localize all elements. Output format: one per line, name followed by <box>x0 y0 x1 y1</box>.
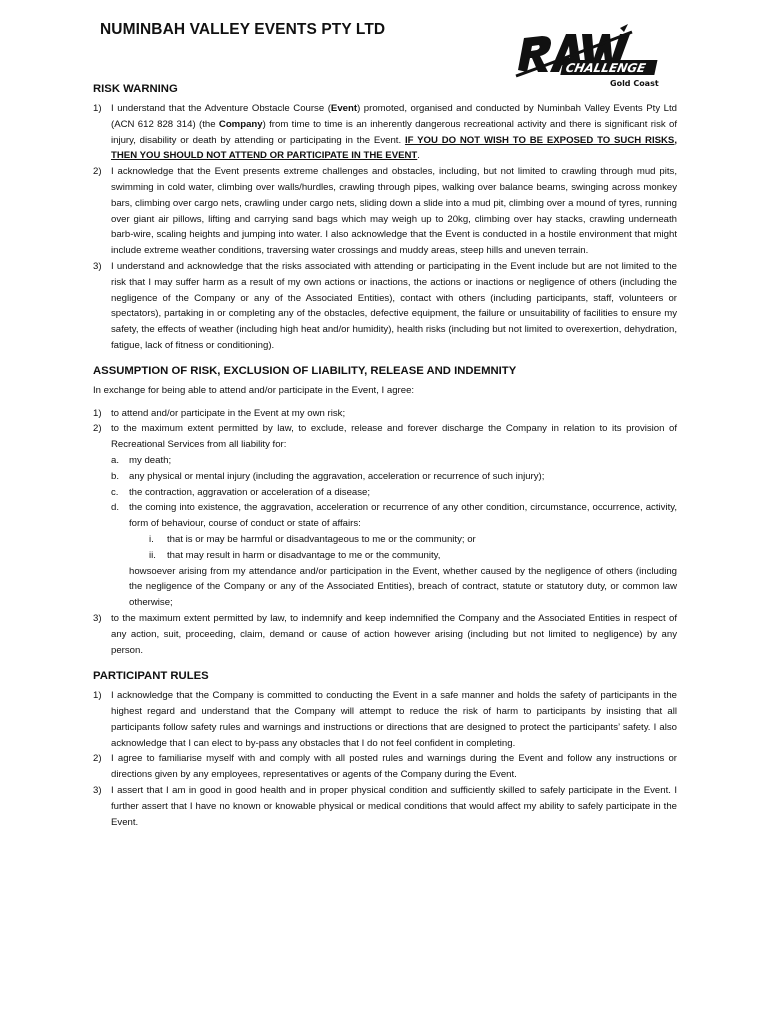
item-number: 1) <box>93 407 102 419</box>
list-item <box>93 421 677 611</box>
list-item <box>93 783 677 830</box>
sub-item <box>111 469 677 485</box>
item-number: 1) <box>93 690 102 702</box>
risk-warning-heading: RISK WARNING <box>93 83 178 95</box>
item-number: 3) <box>93 612 102 624</box>
item-text: I understand and acknowledge that the risks associated with attending or participating in the Event include but are not limited to the risk that I may suffer harm as a result of my own actions or inactions, the actions or inactions or negligence of others (including the negligence of the Company or any of the Associated Entities), contact with others (including participants, staff, volunteers or spectators), partaking in or completing any of the obstacles, defective equipment, the failure or unsuitability of facilities to ensure my safety, the effects of weather (including high heat and/or humidity), health risks (including but not limited to overexertion, dehydration, fatigue, lack of fitness or conditioning). <box>111 260 677 351</box>
item-text: to the maximum extent permitted by law, to exclude, release and forever discharge the Company in relation to its provision of Recreational Services from all liability for: <box>111 423 677 451</box>
item-number: 2) <box>93 423 102 435</box>
sub-sub-item-text: that is or may be harmful or disadvantageous to me or the community; or <box>167 533 476 545</box>
list-item <box>93 688 677 751</box>
item-text: I acknowledge that the Company is committed to conducting the Event in a safe manner and holds the safety of participants in the highest regard and understand that the Company will attempt to reduce the risk of harm to participants by insisting that all participants follow safety rules and warnings and instructions or directions that are designed to protect the participants’ safety. I also acknowledge that I can elect to by-pass any obstacles that I do not feel confident in completing. <box>111 690 677 749</box>
sub-item <box>111 453 677 469</box>
item-text: I acknowledge that the Event presents extreme challenges and obstacles, including, but not limited to crawling through mud pits, swimming in cold water, climbing over walls/hurdles, crawling through pipes, walking over balance beams, swinging across monkey bars, climbing over cargo nets, crawling under cargo nets, sliding down a slide into a mud pit, climbing over a mound of tyres, running over giant air pillows, lifting and carrying sand bags which may weigh up to 20kg, climbing over hay stacks, crawling underneath barb-wire, scaling heights and jumping into water. I also acknowledge that the Event is conducted in a hostile environment that might include extreme weather conditions, traversing water crossings and muddy areas, steep hills and uneven terrain. <box>111 166 677 257</box>
item-continuation: howsoever arising from my attendance and/or participation in the Event, whether caused by the negligence of others (including the negligence of the Company or any of the Associated Entities), breach of contract, statute or statutory duty, or common law otherwise; <box>129 565 677 609</box>
sub-sub-item-numeral: ii. <box>149 549 156 561</box>
list-item <box>93 164 677 259</box>
warning-statement: IF YOU DO NOT WISH TO BE EXPOSED TO SUCH RISKS, THEN YOU SHOULD NOT ATTEND OR PARTICIPATE IN THE EVENT <box>111 134 677 162</box>
defined-term: Event <box>330 103 358 114</box>
sub-item-text: the coming into existence, the aggravation, acceleration or recurrence of any other condition, circumstance, occurrence, activity, form of behaviour, course of conduct or state of affairs: <box>129 502 677 530</box>
item-text: ) from time to time is an inherently dangerous recreational activity and there is significant risk of injury, disability or death by attending or participating in the Event. <box>111 118 677 146</box>
company-title: NUMINBAH VALLEY EVENTS PTY LTD <box>100 21 386 38</box>
item-text: . <box>417 150 420 162</box>
sub-item-letter: d. <box>111 502 120 514</box>
item-text: to the maximum extent permitted by law, to indemnify and keep indemnified the Company and the Associated Entities in respect of any action, suit, proceeding, claim, demand or cause of action however arising (including but not limited to negligence) by any person. <box>111 612 677 656</box>
item-text: I agree to familiarise myself with and comply with all posted rules and warnings during the Event and follow any instructions or directions given by any employees, representatives or agents of the Company during the Event. <box>111 753 677 781</box>
item-number: 3) <box>93 785 102 797</box>
sub-item-letter: b. <box>111 470 120 482</box>
sub-item-text: my death; <box>129 454 172 466</box>
list-item <box>93 406 677 422</box>
item-number: 3) <box>93 260 102 272</box>
section-intro: In exchange for being able to attend and/or participate in the Event, I agree: <box>93 384 415 396</box>
list-item <box>93 751 677 783</box>
document-body <box>93 80 677 830</box>
sub-sub-item-text: that may result in harm or disadvantage to me or the community, <box>167 549 441 561</box>
risk-warning-list <box>93 101 677 354</box>
svg-text:CHALLENGE: CHALLENGE <box>564 61 647 75</box>
sub-item <box>111 485 677 501</box>
participant-rules-heading: PARTICIPANT RULES <box>93 670 209 683</box>
sub-item-letter: c. <box>111 486 119 498</box>
svg-text:Gold Coast: Gold Coast <box>610 79 659 88</box>
list-item <box>93 259 677 354</box>
agreement-list <box>93 406 677 659</box>
sub-item-text: any physical or mental injury (including the aggravation, acceleration or recurrence of such injury); <box>129 470 545 482</box>
list-item <box>93 611 677 658</box>
sub-sub-item <box>111 548 677 564</box>
item-text: I understand that the Adventure Obstacle Course ( <box>111 103 331 114</box>
item-text: to attend and/or participate in the Event at my own risk; <box>111 407 346 419</box>
item-number: 2) <box>93 753 102 765</box>
assumption-of-risk-heading: ASSUMPTION OF RISK, EXCLUSION OF LIABILITY, RELEASE AND INDEMNITY <box>93 364 517 377</box>
defined-term: Company <box>218 118 263 130</box>
sub-item <box>111 500 677 532</box>
item-text: ) promoted, organised and conducted by Numinbah Valley Events Pty Ltd (ACN 612 828 314) (the <box>111 103 677 130</box>
item-number: 2) <box>93 166 102 178</box>
sub-item-text: the contraction, aggravation or acceleration of a disease; <box>129 486 371 498</box>
sub-sub-item <box>111 532 677 548</box>
item-text: I assert that I am in good in good health and in proper physical condition and sufficiently skilled to safely participate in the Event. I further assert that I have no known or knowable physical or medical conditions that would affect my ability to safely participate in the Event. <box>111 785 677 828</box>
sub-item-letter: a. <box>111 454 120 466</box>
sub-sub-item-numeral: i. <box>149 533 154 545</box>
item-number: 1) <box>93 103 102 114</box>
list-item <box>93 101 677 164</box>
participant-rules-list <box>93 688 677 830</box>
